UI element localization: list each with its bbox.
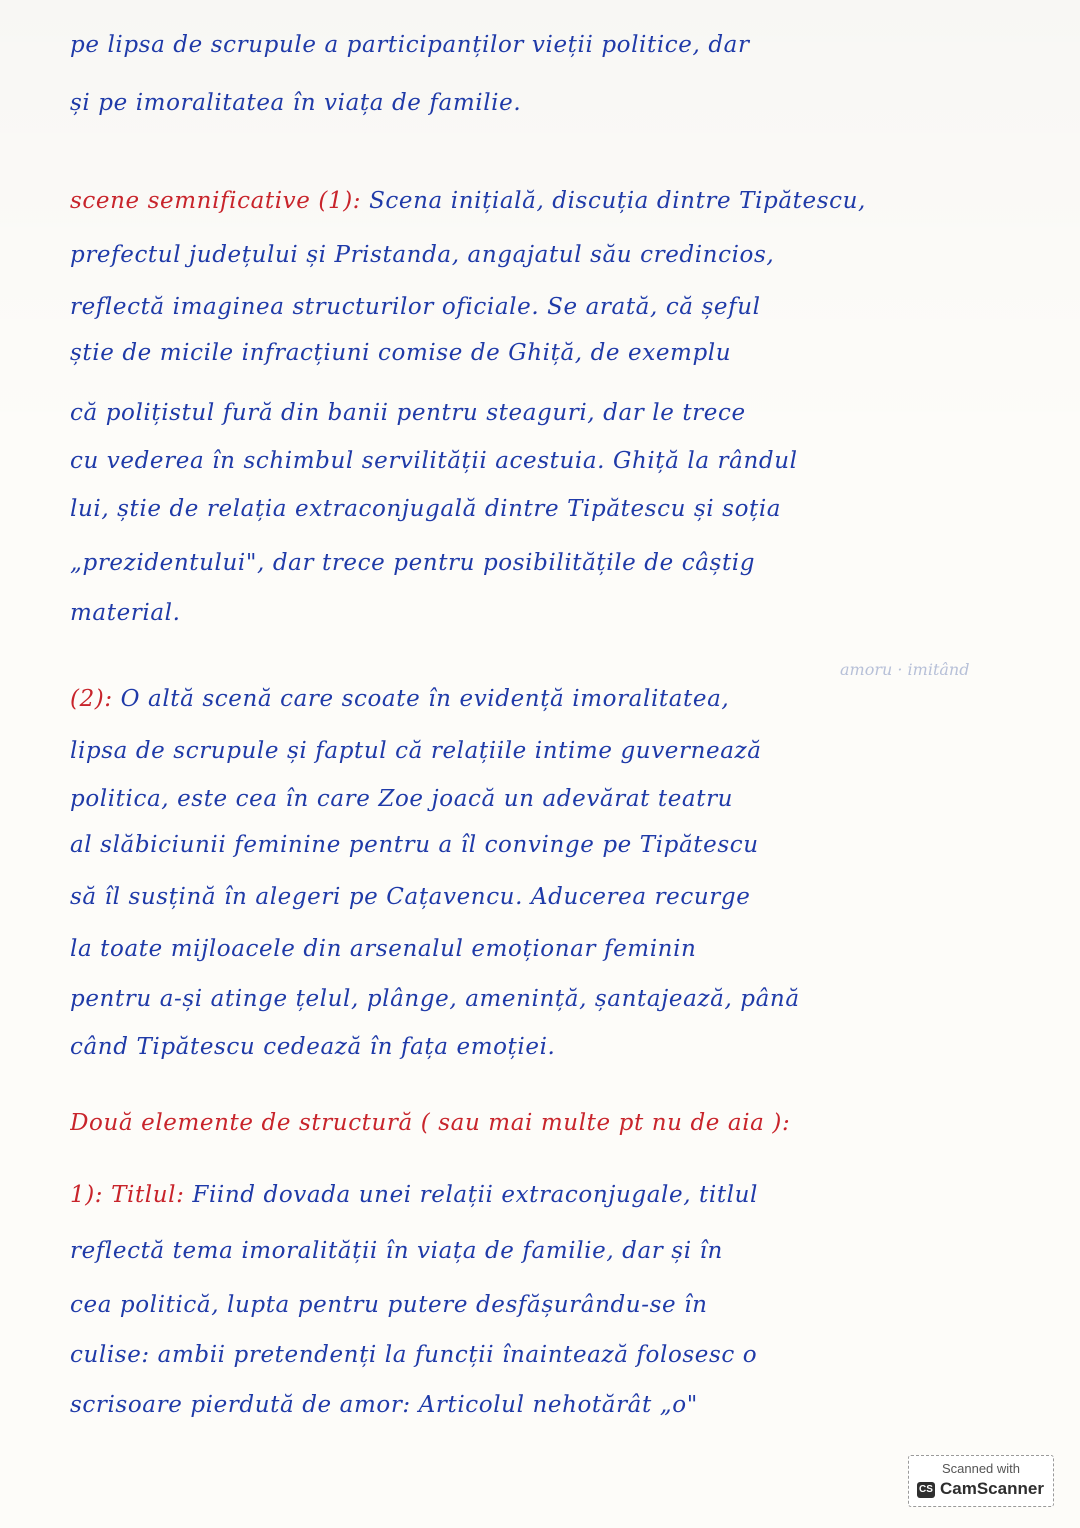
text-line-23: cea politică, lupta pentru putere desfășurându-se în xyxy=(70,1292,708,1318)
text-line-15: al slăbiciunii feminine pentru a îl convinge pe Tipătescu xyxy=(70,832,759,858)
scene-2-text: O altă scenă care scoate în evidență imoralitatea, xyxy=(120,686,730,712)
text-line-6: știe de micile infracțiuni comise de Ghiță, de exemplu xyxy=(70,340,732,366)
structure-heading-note: ( sau mai multe pt nu de aia ): xyxy=(420,1110,791,1136)
text-line-11: material. xyxy=(70,600,181,626)
text-line-14: politica, este cea în care Zoe joacă un adevărat teatru xyxy=(70,786,734,812)
scenes-heading: scene semnificative (1): xyxy=(70,188,362,214)
scene-1-text: Scena inițială, discuția dintre Tipătescu, xyxy=(369,188,866,214)
camscanner-logo-icon: CS xyxy=(917,1482,935,1498)
text-line-16: să îl susțină în alegeri pe Cațavencu. Aducerea recurge xyxy=(70,884,751,910)
structure-heading: Două elemente de structură xyxy=(70,1110,413,1136)
text-line-17: la toate mijloacele din arsenalul emoționar feminin xyxy=(70,936,697,962)
text-line-4: prefectul județului și Pristanda, angajatul său credincios, xyxy=(70,242,775,268)
text-line-19: când Tipătescu cedează în fața emoției. xyxy=(70,1034,556,1060)
text-line-22: reflectă tema imoralității în viața de familie, dar și în xyxy=(70,1238,723,1264)
text-line-2: și pe imoralitatea în viața de familie. xyxy=(70,90,522,116)
text-line-18: pentru a-și atinge țelul, plânge, amenință, șantajează, până xyxy=(70,986,800,1012)
text-line-24: culise: ambii pretendenți la funcții înaintează folosesc o xyxy=(70,1342,758,1368)
margin-note: amoru · imitând xyxy=(840,660,970,679)
text-line-8: cu vederea în schimbul servilității acestuia. Ghiță la rândul xyxy=(70,448,798,474)
text-line-1: pe lipsa de scrupule a participanților vieții politice, dar xyxy=(70,32,750,58)
section-scenes-1 xyxy=(70,186,1010,216)
stamp-caption: Scanned with xyxy=(941,1461,1021,1476)
stamp-brand: CamScanner xyxy=(940,1479,1044,1498)
text-line-25: scrisoare pierdută de amor: Articolul nehotărât „o" xyxy=(70,1392,698,1418)
scene-2-label: (2): xyxy=(70,686,113,712)
section-title xyxy=(70,1180,1010,1210)
camscanner-stamp xyxy=(908,1455,1054,1507)
text-line-9: lui, știe de relația extraconjugală dintre Tipătescu și soția xyxy=(70,496,782,522)
text-line-13: lipsa de scrupule și faptul că relațiile intime guvernează xyxy=(70,738,762,764)
text-line-5: reflectă imaginea structurilor oficiale. Se arată, că șeful xyxy=(70,294,761,320)
title-label: 1): Titlul: xyxy=(70,1182,185,1208)
section-scenes-2 xyxy=(70,684,1010,714)
title-text: Fiind dovada unei relații extraconjugale, titlul xyxy=(192,1182,758,1208)
text-line-10: „prezidentului", dar trece pentru posibilitățile de câștig xyxy=(70,550,756,576)
section-structure xyxy=(70,1108,1010,1138)
text-line-7: că polițistul fură din banii pentru steaguri, dar le trece xyxy=(70,400,746,426)
